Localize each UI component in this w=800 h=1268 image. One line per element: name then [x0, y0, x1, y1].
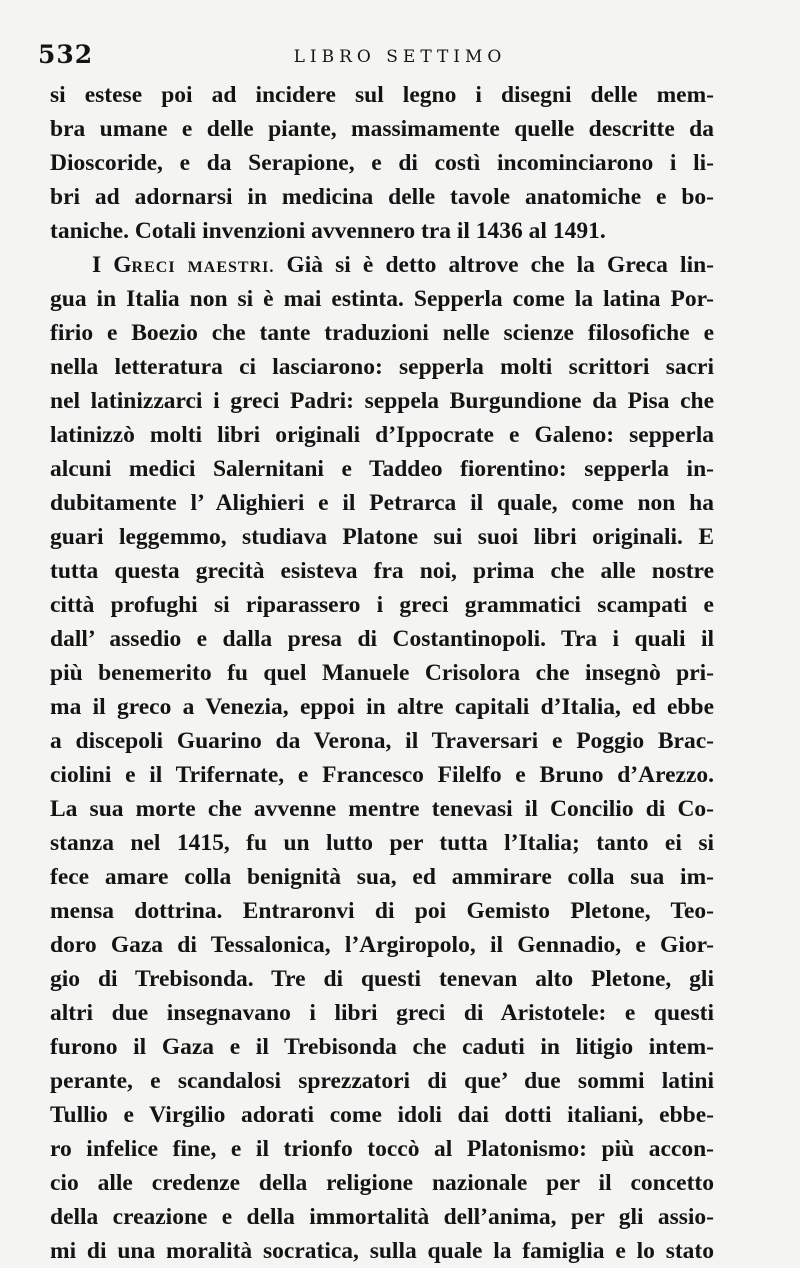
text-line: fece amare colla benignità sua, ed ammirare colla sua im- [50, 864, 714, 890]
text-line: Tullio e Virgilio adorati come idoli dai dotti italiani, ebbe- [50, 1102, 714, 1128]
text-line: dall’ assedio e dalla presa di Costantinopoli. Tra i quali il [50, 626, 714, 652]
text-line: Dioscoride, e da Serapione, e di costì incominciarono i li- [50, 150, 714, 176]
text-line: mensa dottrina. Entraronvi di poi Gemisto Pletone, Teo- [50, 898, 714, 924]
text-line: doro Gaza di Tessalonica, l’Argiropolo, il Gennadio, e Gior- [50, 932, 714, 958]
text-line: gio di Trebisonda. Tre di questi tenevan alto Pletone, gli [50, 966, 714, 992]
running-title: LIBRO SETTIMO [293, 47, 507, 67]
text-line: alcuni medici Salernitani e Taddeo fiorentino: sepperla in- [50, 456, 714, 482]
text-line: bra umane e delle piante, massimamente quelle descritte da [50, 116, 714, 142]
text-line: ciolini e il Trifernate, e Francesco Filelfo e Bruno d’Arezzo. [50, 762, 714, 788]
text-line: tutta questa grecità esisteva fra noi, prima che alle nostre [50, 558, 714, 584]
text-line: ro infelice fine, e il trionfo toccò al Platonismo: più accon- [50, 1136, 714, 1162]
text-line: taniche. Cotali invenzioni avvennero tra il 1436 al 1491. [50, 218, 606, 244]
text-line: furono il Gaza e il Trebisonda che caduti in litigio intem- [50, 1034, 714, 1060]
text-line: firio e Boezio che tante traduzioni nelle scienze filosofiche e [50, 320, 714, 346]
text-line: perante, e scandalosi sprezzatori di que’ due sommi latini [50, 1068, 714, 1094]
text-line: dubitamente l’ Alighieri e il Petrarca il quale, come non ha [50, 490, 714, 516]
text-line: si estese poi ad incidere sul legno i disegni delle mem- [50, 82, 714, 108]
text-line: bri ad adornarsi in medicina delle tavole anatomiche e bo- [50, 184, 714, 210]
text-line: più benemerito fu quel Manuele Crisolora che insegnò pri- [50, 660, 714, 686]
section-heading-rest-2: MAESTRI. [187, 259, 275, 276]
text-line: guari leggemmo, studiava Platone sui suoi libri originali. E [50, 524, 714, 550]
text-line: della creazione e della immortalità dell’anima, per gli assio- [50, 1204, 714, 1230]
text-line: nella letteratura ci lasciarono: sepperla molti scrittori sacri [50, 354, 714, 380]
text-line: stanza nel 1415, fu un lutto per tutta l’Italia; tanto ei si [50, 830, 714, 856]
text-line: a discepoli Guarino da Verona, il Traversari e Poggio Brac- [50, 728, 714, 754]
section-number: I [92, 252, 102, 278]
text-line: mi di una moralità socratica, sulla quale la famiglia e lo stato [50, 1238, 714, 1264]
page-header [30, 40, 770, 74]
section-heading-line [50, 248, 714, 282]
section-heading-rest-1: RECI [131, 259, 176, 276]
text-line: latinizzò molti libri originali d’Ippocrate e Galeno: sepperla [50, 422, 714, 448]
text-line: nel latinizzarci i greci Padri: seppela Burgundione da Pisa che [50, 388, 714, 414]
text-line: gua in Italia non si è mai estinta. Sepperla come la latina Por- [50, 286, 714, 312]
text-line: altri due insegnavano i libri greci di Aristotele: e questi [50, 1000, 714, 1026]
text-line: ma il greco a Venezia, eppoi in altre capitali d’Italia, ed ebbe [50, 694, 714, 720]
text-line: città profughi si riparassero i greci grammatici scampati e [50, 592, 714, 618]
section-first-line: Già si è detto altrove che la Greca lin- [286, 252, 714, 278]
section-heading-initial: G [113, 252, 132, 278]
page-number: 532 [38, 40, 94, 69]
text-line: La sua morte che avvenne mentre tenevasi il Concilio di Co- [50, 796, 714, 822]
body-text [50, 78, 714, 1268]
text-line: cio alle credenze della religione nazionale per il concetto [50, 1170, 714, 1196]
